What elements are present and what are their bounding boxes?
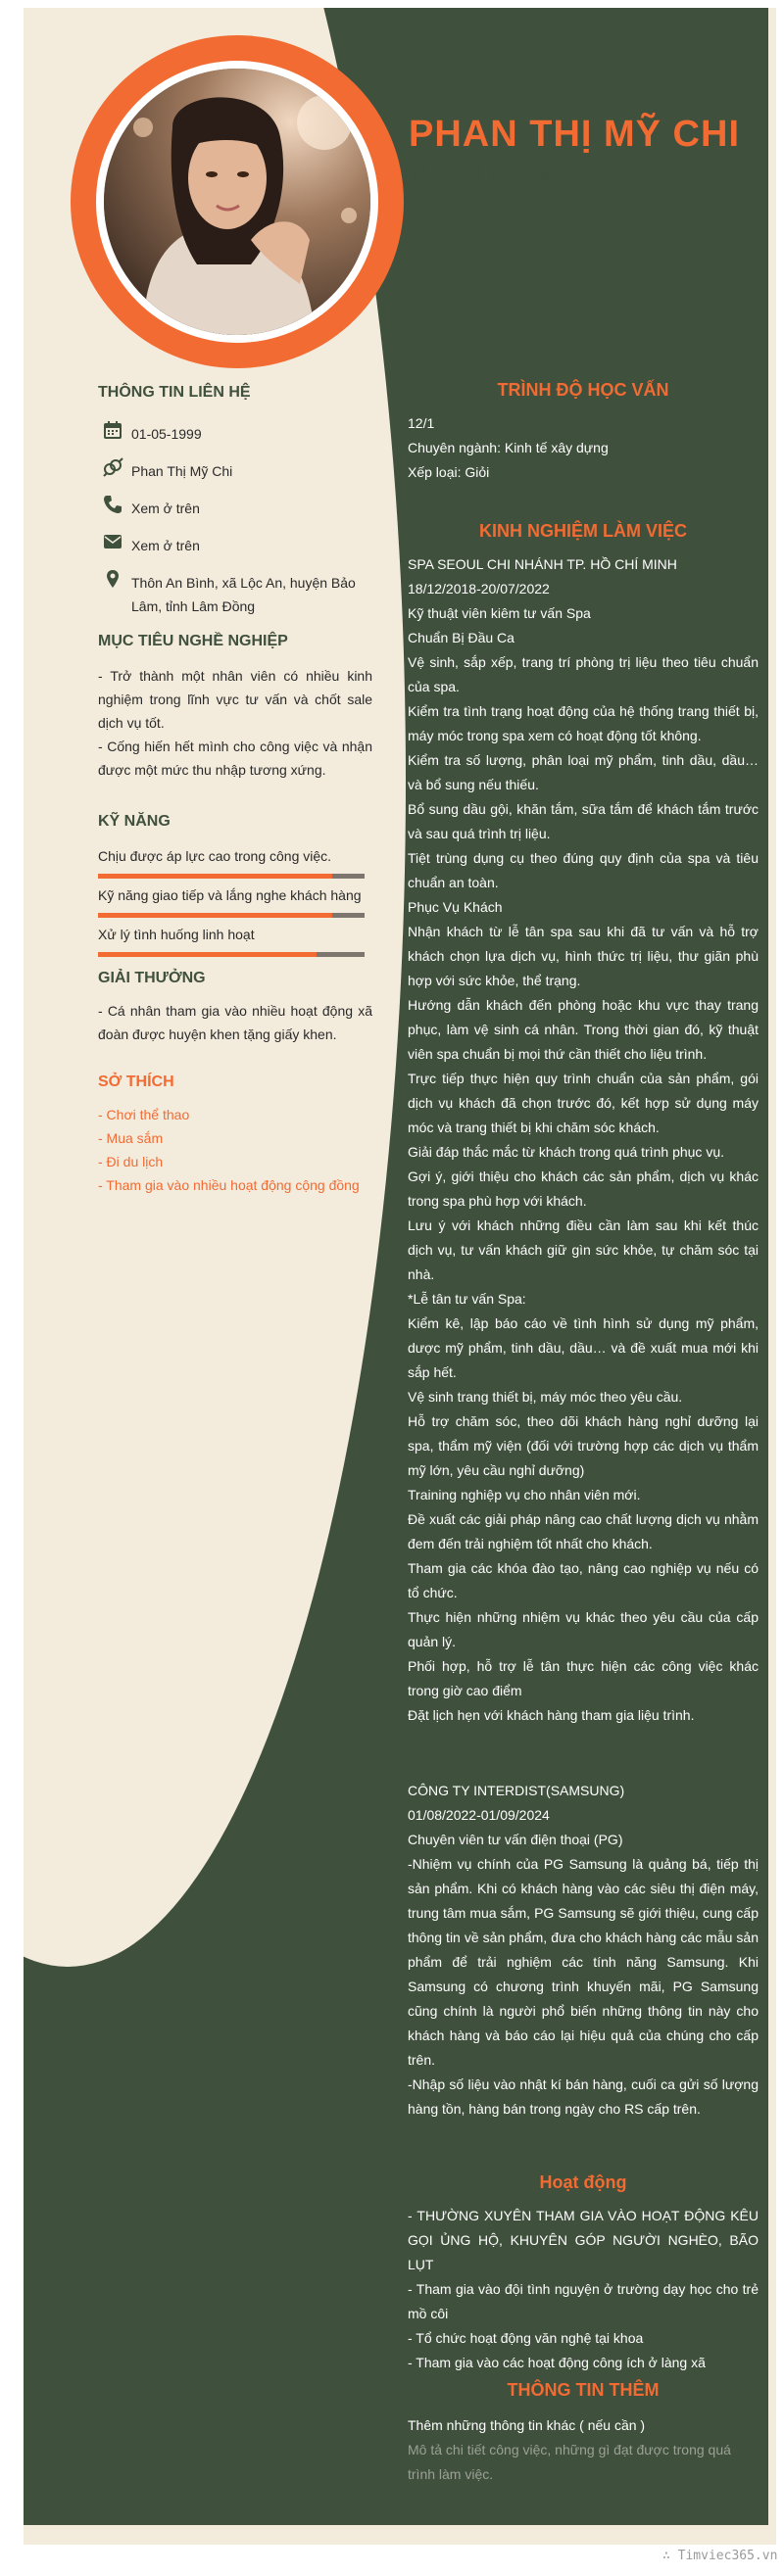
skill-item: Chịu được áp lực cao trong công việc. — [98, 848, 365, 864]
list-item: - Tham gia vào nhiều hoạt động cộng đồng — [98, 1177, 360, 1193]
list-item: - Đi du lịch — [98, 1154, 164, 1169]
experience-line: Kiểm kê, lập báo cáo về tình hình sử dụng mỹ phẩm, dược mỹ phẩm, tinh dầu, dầu… và đề xuất mua mới khi sắp hết. — [408, 1315, 759, 1380]
job-1-lines — [408, 552, 759, 1728]
experience-line: Training nghiệp vụ cho nhân viên mới. — [408, 1487, 641, 1503]
experience-line: Chuẩn Bị Đầu Ca — [408, 630, 514, 645]
experience-line: Phục Vụ Khách — [408, 899, 503, 915]
experience-line: -Nhiệm vụ chính của PG Samsung là quảng bá, tiếp thị sản phẩm. Khi có khách hàng vào các siêu thị điện máy, trung tâm mua sắm, PG Samsung sẽ giới thiệu, cung cấp thông tin về sản phẩm, đưa cho khách hàng các mẫu sản phẩm để trải nghiệm các tính năng Samsung. Khi Samsung có chương trình khuyến mãi, PG Samsung cũng chính là người phổ biến những thông tin này cho khách hàng và báo cáo lại hiệu quả của chúng cho cấp trên. — [408, 1856, 759, 2068]
experience-line: Bổ sung dầu gội, khăn tắm, sữa tắm để khách tắm trước và sau quá trình trị liệu. — [408, 801, 759, 841]
avatar — [104, 69, 370, 335]
list-item: - Chơi thể thao — [98, 1107, 190, 1122]
experience-line: Trực tiếp thực hiện quy trình chuẩn của sản phẩm, gói dịch vụ khách đã chọn trước đó, kết hợp sử dụng máy móc và trang thiết bị khi chăm sóc khách. — [408, 1071, 759, 1135]
experience-line: Vệ sinh, sắp xếp, trang trí phòng trị liệu theo tiêu chuẩn của spa. — [408, 654, 759, 694]
gender-icon — [102, 456, 123, 478]
experience-line: Nhận khách từ lễ tân spa sau khi đã tư vấn và hỗ trợ khách chọn lựa dịch vụ, hình thức trị liệu, thư giãn phù hợp với sức khỏe, thể trạng. — [408, 924, 759, 988]
awards-text: - Cá nhân tham gia vào nhiều hoạt động xã đoàn được huyện khen tặng giấy khen. — [98, 1003, 372, 1042]
list-item: - Tổ chức hoạt động văn nghệ tại khoa — [408, 2330, 644, 2346]
list-item: - THƯỜNG XUYÊN THAM GIA VÀO HOẠT ĐỘNG KÊU GỌI ỦNG HỘ, KHUYÊN GÓP NGƯỜI NGHÈO, BÃO LỤT — [408, 2208, 759, 2272]
experience-line: Hỗ trợ chăm sóc, theo dõi khách hàng nghỉ dưỡng lại spa, thẩm mỹ viện (đối với trường hợp các dịch vụ thẩm mỹ lớn, yêu cầu nghỉ dưỡng) — [408, 1413, 759, 1478]
skill-level-bar — [98, 874, 365, 879]
experience-line: Kiểm tra tình trạng hoạt động của hệ thống trang thiết bị, máy móc trong spa xem có hoạt động tốt không. — [408, 703, 759, 743]
activities-heading: Hoạt động — [539, 2172, 627, 2192]
experience-line: Tiệt trùng dụng cụ theo đúng quy định của spa và tiêu chuẩn an toàn. — [408, 850, 759, 890]
candidate-role: TƯ VẤN, LỄ TÂN SPA — [411, 165, 598, 185]
experience-line: Gợi ý, giới thiệu cho khách các sản phẩm, dịch vụ khác trong spa phù hợp với khách. — [408, 1169, 759, 1209]
cv-page: PHAN THỊ MỸ CHI TƯ VẤN, LỄ TÂN SPA THÔNG TIN LIÊN HỆ 01-05-1999 Phan Thị Mỹ Chi Xem ở trên Xem ở trên Thôn An Bình, xã Lộc An, huyện Bảo Lâm, tỉnh Lâm Đồng MỤC TIÊU NGHỀ NGHIỆP - Trở thành một nhân viên có nhiều kinh nghiệm trong lĩnh vực tư vấn và chốt sale dịch vụ tốt. - Cống hiến hết mình cho công việc và nhận được một mức thu nhập tương xứng. KỸ NĂNG Chịu được áp lực cao trong công việc. Kỹ năng giao tiếp và lắng nghe khách hàng Xử lý tình huống linh hoạt GIẢI THƯỞNG - Cá nhân tham gia vào nhiều hoạt động xã đoàn được huyện khen tặng giấy khen. SỞ THÍCH - Chơi thể thao - Mua sắm - Đi du lịch - Tham gia vào nhiều hoạt động cộng đồng TRÌNH ĐỘ HỌC VẤN 12/1 Chuyên ngành: Kinh tế xây dựng Xếp loại: Giỏi KINH NGHIỆM LÀM VIỆC SPA SEOUL CHI NHÁNH TP. HỒ CHÍ MINH 18/12/2018-20/07/2022 Kỹ thuật viên kiêm tư vấn Spa Chuẩn Bị Đầu Ca Vệ sinh, sắp xếp, trang trí phòng trị liệu theo tiêu chuẩn của spa. Kiểm tra tình trạng hoạt động của hệ thống trang thiết bị, máy móc trong spa xem có hoạt động tốt không. Kiểm tra số lượng, phân loại mỹ phẩm, tinh dầu, dầu… và bổ sung nếu thiếu. Bổ sung dầu gội, khăn tắm, sữa tắm để khách tắm trước và sau quá trình trị liệu. Tiệt trùng dụng cụ theo đúng quy định của spa và tiêu chuẩn an toàn. Phục Vụ Khách Nhận khách từ lễ tân spa sau khi đã tư vấn và hỗ trợ khách chọn lựa dịch vụ, hình thức trị liệu, thư giãn phù hợp với sức khỏe, thể trạng. Hướng dẫn khách đến phòng hoặc khu vực thay trang phục, làm vệ sinh cá nhân. Trong thời gian đó, kỹ thuật viên spa chuẩn bị mọi thứ cần thiết cho liệu trình. Trực tiếp thực hiện quy trình chuẩn của sản phẩm, gói dịch vụ khách đã chọn trước đó, kết hợp sử dụng máy móc và trang thiết bị khi chăm sóc khách. Giải đáp thắc mắc từ khách trong quá trình phục vụ. Gợi ý, giới thiệu cho khách các sản phẩm, dịch vụ khác trong spa phù hợp với khách. Lưu ý với khách những điều cần làm sau khi kết thúc dịch vụ, tư vấn khách giữ gìn sức khỏe, tự chăm sóc tại nhà. *Lễ tân tư vấn Spa: Kiểm kê, lập báo cáo về tình hình sử dụng mỹ phẩm, dược mỹ phẩm, tinh dầu, dầu… và đề xuất mua mới khi sắp hết. Vệ sinh trang thiết bị, máy móc theo yêu cầu. Hỗ trợ chăm sóc, theo dõi khách hàng nghỉ dưỡng lại spa, thẩm mỹ viện (đối với trường hợp các dịch vụ thẩm mỹ lớn, yêu cầu nghỉ dưỡng) Training nghiệp vụ cho nhân viên mới. Đề xuất các giải pháp nâng cao chất lượng dịch vụ nhằm đem đến trải nghiệm tốt nhất cho khách. Tham gia các khóa đào tạo, nâng cao nghiệp vụ nếu có tổ chức. Thực hiện những nhiệm vụ khác theo yêu cầu của cấp quản lý. Phối hợp, hỗ trợ lễ tân thực hiện các công việc khác trong giờ cao điểm Đặt lịch hẹn với khách hàng tham gia liệu trình. CÔNG TY INTERDIST(SAMSUNG) 01/08/2022-01/09/2024 Chuyên viên tư vấn điện thoại (PG) -Nhiệm vụ chính của PG Samsung là quảng bá, tiếp thị sản phẩm. Khi có khách hàng vào các siêu thị điện máy, trung tâm mua sắm, PG Samsung sẽ giới thiệu, cung cấp thông tin về sản phẩm, đưa cho khách hàng các mẫu sản phẩm để trải nghiệm các tính năng Samsung. Khi Samsung có chương trình khuyến mãi, PG Samsung cũng chính là người phổ biến những thông tin này cho khách hàng và báo cáo lại hiệu quả của chúng cho cấp trên. -Nhập số liệu vào nhật kí bán hàng, cuối ca gửi số lượng hàng tồn, hàng bán trong ngày cho RS cấp trên. Hoạt động - THƯỜNG XUYÊN THAM GIA VÀO HOẠT ĐỘNG KÊU GỌI ỦNG HỘ, KHUYÊN GÓP NGƯỜI NGHÈO, BÃO LỤT - Tham gia vào đội tình nguyện ở trường dạy học cho trẻ mồ côi - Tổ chức hoạt động văn nghệ tại khoa - Tham gia vào các hoạt động công ích ở làng xã THÔNG TIN THÊM Thêm những thông tin khác ( nếu cần ) Mô tả chi tiết công việc, những gì đạt được trong quá trình làm việc. — [24, 8, 776, 2545]
skill-item: Kỹ năng giao tiếp và lắng nghe khách hàng — [98, 887, 365, 903]
job-2-lines — [408, 1779, 759, 2122]
contact-heading: THÔNG TIN LIÊN HỆ — [98, 384, 251, 401]
experience-line: 18/12/2018-20/07/2022 — [408, 581, 550, 596]
experience-line: Kiểm tra số lượng, phân loại mỹ phẩm, tinh dầu, dầu… và bổ sung nếu thiếu. — [408, 752, 759, 792]
experience-line: Kỹ thuật viên kiêm tư vấn Spa — [408, 605, 591, 621]
experience-line: CÔNG TY INTERDIST(SAMSUNG) — [408, 1783, 625, 1798]
objective-text: - Trở thành một nhân viên có nhiều kinh nghiệm trong lĩnh vực tư vấn và chốt sale dịch vụ tốt. - Cống hiến hết mình cho công việc và nhận được một mức thu nhập tương xứng. — [98, 668, 372, 778]
experience-line: Thực hiện những nhiệm vụ khác theo yêu cầu của cấp quản lý. — [408, 1609, 759, 1649]
experience-line: Chuyên viên tư vấn điện thoại (PG) — [408, 1832, 623, 1847]
experience-line: Đặt lịch hẹn với khách hàng tham gia liệu trình. — [408, 1707, 695, 1723]
experience-job-2 — [408, 1779, 759, 2122]
extra-heading: THÔNG TIN THÊM — [507, 2380, 660, 2400]
education-text: 12/1 Chuyên ngành: Kinh tế xây dựng Xếp loại: Giỏi — [408, 415, 609, 480]
watermark-icon: ∴ — [662, 2549, 678, 2563]
objective-heading: MỤC TIÊU NGHỀ NGHIỆP — [98, 633, 288, 649]
experience-job-1 — [408, 552, 759, 1728]
list-item: - Tham gia vào các hoạt động công ích ở làng xã — [408, 2355, 706, 2370]
watermark: ∴ Timviec365.vn — [662, 2549, 778, 2563]
email-icon — [102, 531, 123, 552]
candidate-name: PHAN THỊ MỸ CHI — [409, 114, 740, 155]
experience-line: Đề xuất các giải pháp nâng cao chất lượng dịch vụ nhằm đem đến trải nghiệm tốt nhất cho khách. — [408, 1511, 759, 1551]
experience-line: Phối hợp, hỗ trợ lễ tân thực hiện các công việc khác trong giờ cao điểm — [408, 1658, 759, 1698]
education-heading: TRÌNH ĐỘ HỌC VẤN — [497, 380, 669, 400]
experience-line: Hướng dẫn khách đến phòng hoặc khu vực thay trang phục, làm vệ sinh cá nhân. Trong thời gian đó, kỹ thuật viên spa chuẩn bị mọi thứ cần thiết cho liệu trình. — [408, 997, 759, 1062]
list-item: - Tham gia vào đội tình nguyện ở trường dạy học cho trẻ mồ côi — [408, 2281, 759, 2321]
skill-level-bar — [98, 952, 365, 957]
hobbies-heading: SỞ THÍCH — [98, 1073, 174, 1090]
experience-line: SPA SEOUL CHI NHÁNH TP. HỒ CHÍ MINH — [408, 556, 677, 572]
experience-line: Lưu ý với khách những điều cần làm sau khi kết thúc dịch vụ, tư vấn khách giữ gìn sức khỏe, tự chăm sóc tại nhà. — [408, 1217, 759, 1282]
experience-line: Tham gia các khóa đào tạo, nâng cao nghiệp vụ nếu có tổ chức. — [408, 1560, 759, 1600]
calendar-icon — [102, 419, 123, 441]
experience-line: 01/08/2022-01/09/2024 — [408, 1807, 550, 1823]
experience-line: Vệ sinh trang thiết bị, máy móc theo yêu cầu. — [408, 1389, 683, 1405]
phone-icon — [102, 494, 123, 515]
experience-line: *Lễ tân tư vấn Spa: — [408, 1291, 526, 1307]
skills-heading: KỸ NĂNG — [98, 813, 171, 830]
skill-level-bar — [98, 913, 365, 918]
extra-text: Thêm những thông tin khác ( nếu cần ) Mô tả chi tiết công việc, những gì đạt được trong quá trình làm việc. — [408, 2417, 731, 2482]
awards-heading: GIẢI THƯỞNG — [98, 970, 206, 986]
experience-heading: KINH NGHIỆM LÀM VIỆC — [478, 521, 687, 541]
avatar-ring — [71, 35, 404, 368]
activities-list — [408, 2204, 759, 2375]
list-item: - Mua sắm — [98, 1130, 164, 1146]
avatar-photo — [104, 69, 370, 335]
location-icon — [102, 568, 123, 590]
experience-line: Giải đáp thắc mắc từ khách trong quá trình phục vụ. — [408, 1144, 724, 1160]
hobbies-list — [98, 1103, 372, 1197]
experience-line: -Nhập số liệu vào nhật kí bán hàng, cuối ca gửi số lượng hàng tồn, hàng bán trong ngày cho RS cấp trên. — [408, 2076, 759, 2117]
skill-item: Xử lý tình huống linh hoạt — [98, 927, 365, 942]
